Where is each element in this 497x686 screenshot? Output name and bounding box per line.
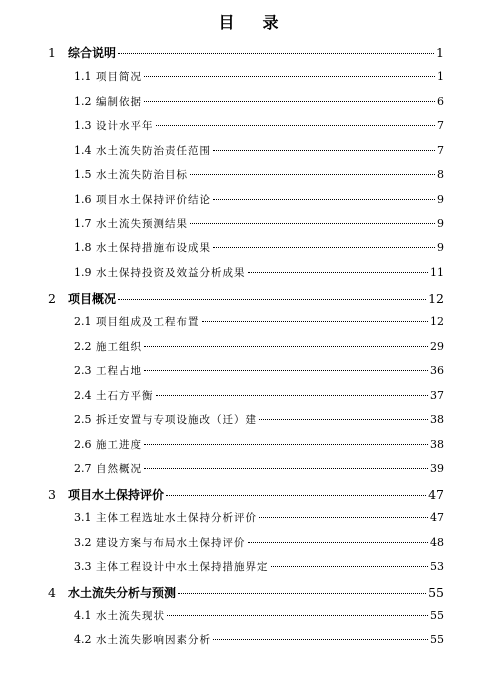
toc-page-number: 11 [430, 266, 444, 279]
toc-label: 项目简况 [96, 71, 142, 83]
toc-label: 自然概况 [96, 463, 142, 475]
toc-section[interactable] [74, 437, 444, 452]
toc-section[interactable] [74, 167, 444, 182]
toc-number: 2.4 [74, 389, 92, 402]
toc-label: 项目水土保持评价结论 [96, 194, 211, 206]
toc-chapter[interactable] [48, 486, 444, 503]
dot-leader [178, 593, 426, 594]
toc-page-number: 38 [430, 413, 444, 426]
toc-number: 4.1 [74, 609, 92, 622]
toc-number: 1.1 [74, 70, 92, 83]
toc-section[interactable] [74, 240, 444, 255]
dot-leader [213, 247, 435, 248]
toc-page-number: 37 [430, 389, 444, 402]
dot-leader [248, 542, 429, 543]
toc-number: 3 [48, 487, 56, 502]
toc-number: 2.7 [74, 462, 92, 475]
toc-number: 2.2 [74, 340, 92, 353]
toc-number: 3.3 [74, 560, 92, 573]
toc-section[interactable] [74, 192, 444, 207]
toc-label: 土石方平衡 [96, 390, 154, 402]
toc-page-number: 55 [428, 585, 444, 600]
dot-leader [144, 468, 428, 469]
dot-leader [144, 370, 428, 371]
toc-page-number: 55 [430, 609, 444, 622]
toc-section[interactable] [74, 216, 444, 231]
toc-page-number: 9 [437, 241, 444, 254]
dot-leader [213, 150, 435, 151]
dot-leader [144, 101, 435, 102]
toc-section[interactable] [74, 143, 444, 158]
toc-number: 1.2 [74, 95, 92, 108]
toc-section[interactable] [74, 510, 444, 525]
toc-number: 1.4 [74, 144, 92, 157]
toc-label: 主体工程选址水土保持分析评价 [96, 512, 257, 524]
toc-label: 水土保持措施布设成果 [96, 242, 211, 254]
dot-leader [259, 419, 428, 420]
toc-section[interactable] [74, 461, 444, 476]
toc-page-number: 47 [428, 487, 444, 502]
toc-label: 水土流失防治目标 [96, 169, 188, 181]
toc-section[interactable] [74, 314, 444, 329]
toc-number: 2.5 [74, 413, 92, 426]
toc-label: 编制依据 [96, 96, 142, 108]
dot-leader [202, 321, 429, 322]
toc-label: 设计水平年 [96, 120, 154, 132]
toc-page-number: 53 [430, 560, 444, 573]
toc-page-number: 12 [428, 291, 444, 306]
toc-page-number: 7 [437, 144, 444, 157]
dot-leader [118, 299, 426, 300]
dot-leader [213, 639, 428, 640]
toc-page-number: 39 [430, 462, 444, 475]
toc-label: 水土流失预测结果 [96, 218, 188, 230]
toc-label: 主体工程设计中水土保持措施界定 [96, 561, 269, 573]
toc-page-number: 7 [437, 119, 444, 132]
toc-section[interactable] [74, 363, 444, 378]
toc-page-number: 6 [437, 95, 444, 108]
toc-number: 2.6 [74, 438, 92, 451]
toc-section[interactable] [74, 388, 444, 403]
toc-number: 1.8 [74, 241, 92, 254]
toc-section[interactable] [74, 412, 444, 427]
toc-number: 1.3 [74, 119, 92, 132]
dot-leader [144, 76, 435, 77]
dot-leader [190, 223, 435, 224]
toc-label: 水土流失分析与预测 [68, 586, 177, 600]
toc-page-number: 36 [430, 364, 444, 377]
toc-number: 2.1 [74, 315, 92, 328]
toc-label: 综合说明 [68, 46, 117, 60]
toc-page-number: 38 [430, 438, 444, 451]
toc-number: 1.9 [74, 266, 92, 279]
dot-leader [213, 199, 435, 200]
toc-label: 施工组织 [96, 341, 142, 353]
dot-leader [167, 615, 428, 616]
toc-section[interactable] [74, 339, 444, 354]
toc-chapter[interactable] [48, 44, 444, 61]
dot-leader [248, 272, 429, 273]
toc-chapter[interactable] [48, 584, 444, 601]
toc-label: 项目水土保持评价 [68, 488, 165, 502]
toc-label: 项目概况 [68, 292, 117, 306]
toc-number: 4.2 [74, 633, 92, 646]
toc-label: 建设方案与布局水土保持评价 [96, 537, 246, 549]
toc-section[interactable] [74, 94, 444, 109]
toc-page-number: 9 [437, 217, 444, 230]
toc-label: 施工进度 [96, 439, 142, 451]
toc-page-number: 12 [430, 315, 444, 328]
dot-leader [156, 125, 436, 126]
toc-number: 3.1 [74, 511, 92, 524]
toc-page-number: 55 [430, 633, 444, 646]
toc-section[interactable] [74, 632, 444, 647]
toc-section[interactable] [74, 559, 444, 574]
toc-section[interactable] [74, 535, 444, 550]
toc-number: 1.6 [74, 193, 92, 206]
toc-page-number: 8 [437, 168, 444, 181]
toc-page-number: 9 [437, 193, 444, 206]
dot-leader [190, 174, 435, 175]
toc-label: 拆迁安置与专项设施改（迁）建 [96, 414, 257, 426]
toc-number: 2.3 [74, 364, 92, 377]
toc-label: 工程占地 [96, 365, 142, 377]
toc-chapter[interactable] [48, 290, 444, 307]
toc-number: 4 [48, 585, 56, 600]
title-char-2: 录 [262, 13, 279, 32]
toc-number: 3.2 [74, 536, 92, 549]
dot-leader [259, 517, 428, 518]
toc-page-number: 1 [436, 45, 444, 60]
toc-section[interactable] [74, 608, 444, 623]
toc-label: 水土流失防治责任范围 [96, 145, 211, 157]
toc-section[interactable] [74, 118, 444, 133]
toc-number: 2 [48, 291, 56, 306]
toc-page-number: 47 [430, 511, 444, 524]
toc-page-number: 29 [430, 340, 444, 353]
toc-number: 1 [48, 45, 56, 60]
toc-section[interactable] [74, 69, 444, 84]
toc-number: 1.5 [74, 168, 92, 181]
dot-leader [144, 346, 428, 347]
dot-leader [118, 53, 434, 54]
toc-page-number: 1 [437, 70, 444, 83]
toc-section[interactable] [74, 265, 444, 280]
toc-label: 水土流失影响因素分析 [96, 634, 211, 646]
dot-leader [144, 444, 428, 445]
toc-label: 水土流失现状 [96, 610, 165, 622]
dot-leader [271, 566, 429, 567]
toc-label: 水土保持投资及效益分析成果 [96, 267, 246, 279]
toc-label: 项目组成及工程布置 [96, 316, 200, 328]
dot-leader [166, 495, 426, 496]
title-char-1: 目 [218, 13, 235, 32]
toc-page-number: 48 [430, 536, 444, 549]
dot-leader [156, 395, 429, 396]
toc-number: 1.7 [74, 217, 92, 230]
